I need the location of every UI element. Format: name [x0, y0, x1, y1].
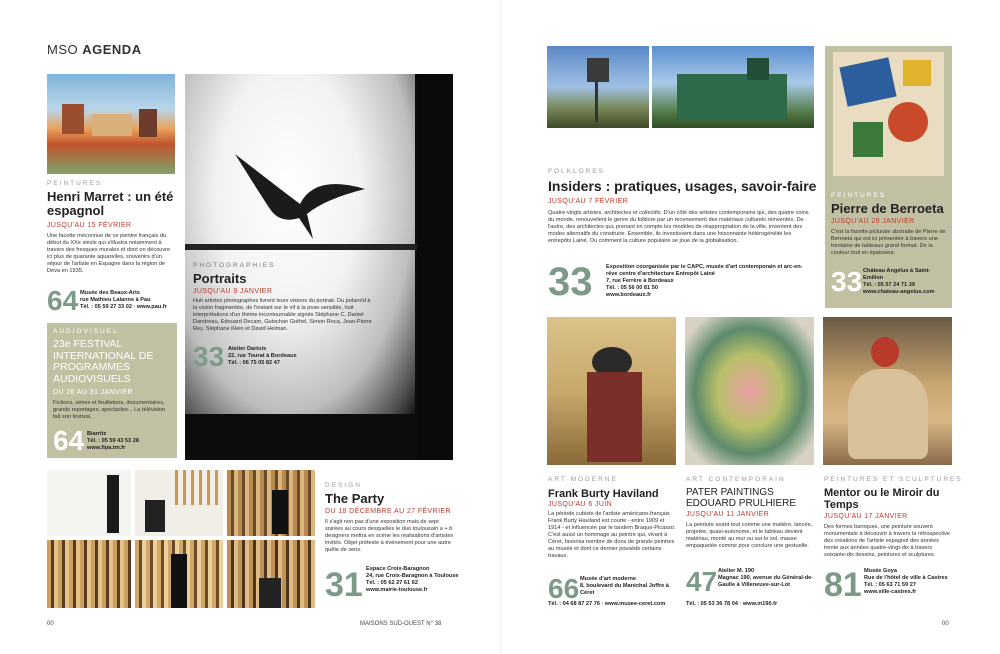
berroeta-web: www.chateau-angelus.com — [863, 289, 935, 295]
left-page-number: 00 — [47, 621, 54, 627]
party-photo-4 — [47, 540, 131, 608]
insiders-address: 7, rue Ferrère à Bordeaux — [606, 278, 674, 284]
festival-tel: Tél. : 05 59 43 53 28 — [87, 438, 139, 444]
marret-dept-number: 64 — [47, 285, 79, 316]
pater-category: ART CONTEMPORAIN — [686, 476, 786, 483]
festival-box — [47, 323, 177, 458]
marret-category: PEINTURES — [47, 180, 103, 187]
haviland-venue — [580, 576, 676, 597]
festival-title: 23e FESTIVAL INTERNATIONAL DE PROGRAMMES AUDIOVISUELS — [53, 338, 154, 385]
portraits-dept-number: 33 — [193, 341, 225, 372]
festival-date: DU 26 AU 31 JANVIER — [53, 389, 133, 396]
mentor-venue-name: Musée Goya — [864, 568, 897, 574]
folklore-photo-1 — [547, 46, 649, 128]
insiders-date: JUSQU'AU 7 FÉVRIER — [548, 198, 629, 205]
party-date: DU 18 DÉCEMBRE AU 27 FÉVRIER — [325, 508, 451, 515]
party-photo-3 — [227, 470, 315, 536]
haviland-category: ART MODERNE — [548, 476, 618, 483]
mentor-body: Des formes baroques, une peinture souvent monumentale à découvrir à travers la rétrospective des créations de l'artiste espagnol des années trente aux années quatre-vingt-dix à travers soixante-dix dessins, peintures et sculptures. — [824, 524, 950, 558]
mentor-web: www.ville-castres.fr — [864, 589, 917, 595]
insiders-body: Quatre-vingts artistes, architectes et collectifs. D'un côté des artistes contemporains qui, des quatre coins du monde, renouvellent le genre du folklore par un recensement des matériaux culturels réinventés. De l'autre, des architectes qui, prenant en compte les modèles de réappropriation de la ville, inventent des modes alternatifs du construire. Ensemble, ils investissent dans une foisonnante hétérogénéité les entrepôts Lainé. Ou comment la culture populaire se joue de la globalisation. — [548, 210, 809, 244]
festival-category: AUDIOVISUEL — [53, 328, 119, 335]
pater-title: PATER PAINTINGS EDOUARD PRULHIERE — [686, 487, 797, 509]
marret-address: rue Mathieu Lalanne à Pau — [80, 297, 151, 303]
portraits-date: JUSQU'AU 9 JANVIER — [193, 288, 273, 295]
page-gutter — [499, 0, 502, 654]
party-body: Il s'agit non pas d'une exposition mais de sept soirées au cours desquelles le duo toulousain a + b designers mettra en scène les réalisations d'artistes invités. Objet prétexte à événement pour une autre quête de sens. — [325, 519, 454, 553]
party-tel: Tél. : 05 62 27 61 62 — [366, 580, 418, 586]
marret-venue — [80, 290, 176, 311]
portraits-category: PHOTOGRAPHIES — [193, 262, 276, 269]
pater-address: Magnac 190, avenue du Général-de-Gaulle à Villeneuve-sur-Lot — [718, 575, 814, 588]
insiders-tel: Tél. : 05 56 00 81 50 — [606, 285, 658, 291]
mentor-painting — [823, 317, 952, 465]
marret-watercolor-image — [47, 74, 175, 174]
haviland-date: JUSQU'AU 6 JUIN — [548, 501, 613, 508]
festival-venue — [87, 431, 173, 452]
section-header — [47, 42, 142, 57]
pater-tel: Tél. : 05 53 36 78 04 · www.m190.fr — [686, 601, 778, 607]
insiders-venue-name: Exposition coorganisée par le CAPC, musée d'art contemporain et arc-en-rêve centre d'architecture Entrepôt Lainé — [606, 264, 803, 277]
portraits-title: Portraits — [193, 271, 247, 286]
haviland-tel: Tél. : 04 68 87 27 76 · www.musee-ceret.com — [548, 601, 666, 607]
header-title: AGENDA — [82, 42, 142, 57]
festival-body: Fictions, séries et feuilletons, documentaires, grands reportages, spectacles... La télévision fait son festival. — [53, 400, 166, 420]
portraits-venue — [228, 346, 348, 367]
pater-venue — [718, 568, 814, 589]
folklore-photo-2 — [652, 46, 814, 128]
festival-venue-name: Biarritz — [87, 431, 107, 437]
pater-venue-name: Atelier M. 190 — [718, 568, 755, 574]
mentor-date: JUSQU'AU 17 JANVIER — [824, 513, 908, 520]
berroeta-painting — [833, 52, 944, 176]
haviland-title: Frank Burty Haviland — [548, 488, 659, 500]
insiders-category: FOLKLORES — [548, 168, 606, 175]
bird-icon — [225, 134, 375, 244]
mentor-tel: Tél. : 05 63 71 59 27 — [864, 582, 916, 588]
right-page-number: 00 — [942, 621, 949, 627]
party-photo-2 — [135, 470, 223, 536]
header-prefix: MSO — [47, 42, 79, 57]
portraits-address: 22, rue Tourat à Bordeaux — [228, 353, 297, 359]
party-photo-6 — [227, 540, 315, 608]
pater-painting — [685, 317, 814, 465]
berroeta-title: Pierre de Berroeta — [831, 201, 944, 216]
party-category: DESIGN — [325, 482, 362, 489]
insiders-dept-number: 33 — [548, 260, 593, 304]
party-venue — [366, 566, 466, 594]
mentor-venue — [864, 568, 954, 596]
marret-date: JUSQU'AU 15 FÉVRIER — [47, 222, 132, 229]
berroeta-venue-name: Château Angélus à Saint-Emilion — [863, 268, 931, 281]
haviland-body: La période cubiste de l'artiste américano-français Frank Burty Haviland est courte - entre 1909 et 1914 - et influencée par le tandem Braque-Picasso. C'est aussi un hommage au peintre qui, vivant à Céret, favorisa nombre de dons de grands peintres au musée et dont ce dernier possède certains travaux. — [548, 511, 676, 559]
marret-body: Une facette méconnue de ce peintre français du début du XXe siècle qui s'illustra notamment à travers des fresques murales et dont on découvre ici plus de quarante aquarelles, souvenirs d'un séjour de l'artiste en Espagne dans la région de Deva en 1935. — [47, 233, 171, 274]
mentor-title: Mentor ou le Miroir du Temps — [824, 487, 940, 511]
berroeta-venue — [863, 268, 947, 296]
festival-dept-number: 64 — [53, 425, 85, 456]
portraits-venue-name: Atelier Dartois — [228, 346, 267, 352]
berroeta-box — [825, 46, 952, 308]
portraits-tel: Tél. : 06 75 05 82 47 — [228, 360, 280, 366]
berroeta-body: C'est la facette picturale abstraite de Pierre de Berroeta qui est ici présentée à travers une trentaine de tableaux grand format. De la couleur tout en épaisseur. — [831, 229, 946, 256]
berroeta-date: JUSQU'AU 29 JANVIER — [831, 218, 915, 225]
berroeta-dept-number: 33 — [831, 266, 863, 297]
party-web: www.mairie-toulouse.fr — [366, 587, 428, 593]
portraits-body: Huit artistes photographes livrent leurs visions du portrait. Du polaroïd à la vision fragmentée, de l'instant sur le vif à la pose sensible, huit interprétations d'un thème incontournable signés Stéphane C, Daniel Dandreau, Edouard Decam, Gutschan Gothel, Simon Roca, Jean-Pierre Rey, Stéphane Klein et David Helman. — [193, 298, 372, 332]
party-photo-5 — [135, 540, 223, 608]
insiders-title: Insiders : pratiques, usages, savoir-faire — [548, 178, 817, 194]
mentor-dept-number: 81 — [824, 566, 862, 604]
party-venue-name: Espace Croix-Baragnon — [366, 566, 430, 572]
magazine-footer: MAISONS SUD-OUEST N° 38 — [360, 621, 442, 627]
festival-web: www.fipa.tm.fr — [87, 445, 126, 451]
haviland-address: 8, boulevard du Maréchal Joffre à Céret — [580, 583, 669, 596]
insiders-web: www.bordeaux.fr — [606, 292, 652, 298]
party-dept-number: 31 — [325, 566, 363, 604]
party-photo-1 — [47, 470, 131, 536]
mentor-address: Rue de l'hôtel de ville à Castres — [864, 575, 948, 581]
haviland-venue-name: Musée d'art moderne — [580, 576, 637, 582]
berroeta-category: PEINTURES — [831, 192, 887, 199]
pater-date: JUSQU'AU 11 JANVIER — [686, 511, 770, 518]
haviland-dept-number: 66 — [548, 573, 580, 604]
marret-title: Henri Marret : un été espagnol — [47, 189, 174, 218]
pater-body: La peinture avant tout comme une matière, lancée, projetée, quasi-autonome, et le tableau devient matériau, monté au mur ou sur le sol, masse empaquetée comme pour conclure une gestuelle. — [686, 522, 813, 549]
mentor-category: PEINTURES ET SCULPTURES — [824, 476, 963, 483]
marret-venue-name: Musée des Beaux-Arts — [80, 290, 140, 296]
berroeta-tel: Tél. : 05 57 24 71 39 — [863, 282, 915, 288]
pater-dept-number: 47 — [686, 566, 718, 597]
haviland-painting — [547, 317, 676, 465]
marret-tel: Tél. : 05 59 27 33 02 · www.pau.fr — [80, 304, 167, 310]
party-address: 24, rue Croix-Baragnon à Toulouse — [366, 573, 459, 579]
party-title: The Party — [325, 491, 385, 506]
insiders-venue — [606, 264, 806, 299]
